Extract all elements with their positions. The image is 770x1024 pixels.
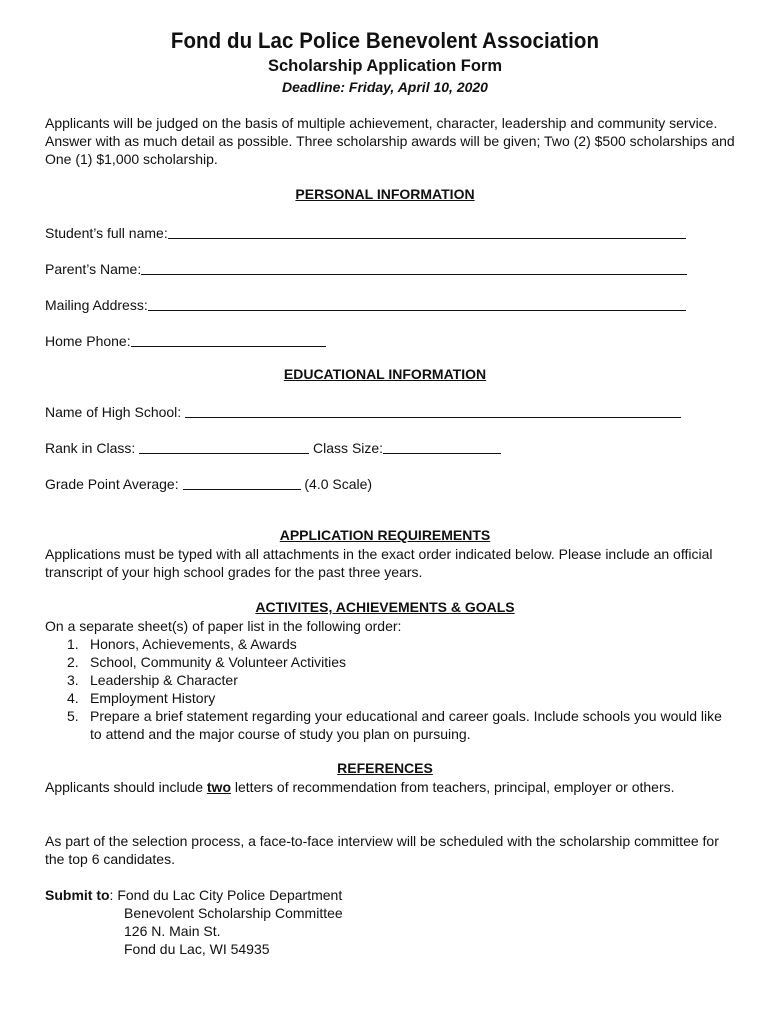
submit-address-line-1: Fond du Lac City Police Department — [117, 887, 343, 903]
high-school-line[interactable] — [185, 402, 681, 418]
gpa-label: Grade Point Average: — [45, 476, 183, 492]
student-name-label: Student’s full name: — [45, 225, 168, 241]
parent-name-line[interactable] — [141, 259, 687, 275]
high-school-field[interactable] — [45, 400, 681, 420]
references-emphasis: two — [206, 779, 231, 795]
activities-heading: ACTIVITES, ACHIEVEMENTS & GOALS — [255, 599, 515, 615]
list-item-number: 1. — [67, 636, 79, 652]
gpa-line[interactable] — [183, 474, 301, 490]
rank-label: Rank in Class: — [45, 440, 140, 456]
submit-address-line-3: 126 N. Main St. — [124, 923, 221, 939]
list-item-text: Honors, Achievements, & Awards — [90, 636, 297, 652]
references-heading: REFERENCES — [337, 760, 433, 776]
list-item — [45, 689, 735, 707]
list-item-number: 2. — [67, 654, 79, 670]
list-item-number: 3. — [67, 672, 79, 688]
activities-intro: On a separate sheet(s) of paper list in the following order: — [45, 618, 402, 634]
deadline-text: Deadline: Friday, April 10, 2020 — [282, 79, 488, 95]
home-phone-line[interactable] — [131, 331, 326, 347]
home-phone-label: Home Phone: — [45, 333, 131, 349]
list-item — [45, 671, 735, 689]
list-item — [45, 635, 735, 653]
submit-label: Submit to — [45, 887, 110, 903]
list-item-number: 4. — [67, 690, 79, 706]
list-item-number: 5. — [67, 708, 79, 724]
list-item — [45, 653, 735, 671]
document-title: Fond du Lac Police Benevolent Association — [170, 28, 600, 53]
educational-information-heading: EDUCATIONAL INFORMATION — [283, 366, 487, 382]
list-item-text: Employment History — [90, 690, 216, 706]
references-paragraph — [45, 778, 735, 796]
submit-colon: : — [109, 887, 118, 903]
document-subtitle: Scholarship Application Form — [267, 57, 503, 75]
requirements-paragraph: Applications must be typed with all attachments in the exact order indicated below. Please include an official transcript of your high school grades for the past three years. — [45, 546, 713, 580]
class-size-line[interactable] — [383, 438, 501, 454]
rank-line[interactable] — [139, 438, 309, 454]
rank-class-size-field[interactable] — [45, 436, 501, 456]
student-name-field[interactable] — [45, 221, 686, 241]
home-phone-field[interactable] — [45, 329, 326, 349]
list-item-text: School, Community & Volunteer Activities — [90, 654, 347, 670]
submit-address-line-4: Fond du Lac, WI 54935 — [124, 941, 270, 957]
list-item-text: Prepare a brief statement regarding your educational and career goals. Include schools you would like to attend and the major course of study you plan on pursuing. — [90, 708, 722, 742]
gpa-scale: (4.0 Scale) — [300, 476, 373, 492]
parent-name-field[interactable] — [45, 257, 687, 277]
submit-to-block — [45, 886, 342, 904]
references-text-before: Applicants should include — [45, 779, 207, 795]
references-text-after: letters of recommendation from teachers, principal, employer or others. — [231, 779, 675, 795]
intro-paragraph: Applicants will be judged on the basis of multiple achievement, character, leadership and community service. Answer with as much detail as possible. Three scholarship awards will be given; Two (2) $500 scholarships and One (1) $1,000 scholarship. — [45, 115, 735, 167]
gpa-field[interactable] — [45, 472, 372, 492]
mailing-address-line[interactable] — [148, 295, 686, 311]
list-item — [45, 707, 735, 743]
activities-list — [45, 635, 735, 743]
application-requirements-heading: APPLICATION REQUIREMENTS — [279, 527, 491, 543]
interview-paragraph: As part of the selection process, a face-to-face interview will be scheduled with the scholarship committee for the top 6 candidates. — [45, 833, 719, 867]
mailing-address-field[interactable] — [45, 293, 686, 313]
mailing-address-label: Mailing Address: — [45, 297, 148, 313]
submit-address-line-2: Benevolent Scholarship Committee — [124, 905, 343, 921]
personal-information-heading: PERSONAL INFORMATION — [295, 186, 475, 202]
class-size-label: Class Size: — [309, 440, 384, 456]
parent-name-label: Parent’s Name: — [45, 261, 142, 277]
student-name-line[interactable] — [168, 223, 686, 239]
high-school-label: Name of High School: — [45, 404, 186, 420]
list-item-text: Leadership & Character — [90, 672, 238, 688]
